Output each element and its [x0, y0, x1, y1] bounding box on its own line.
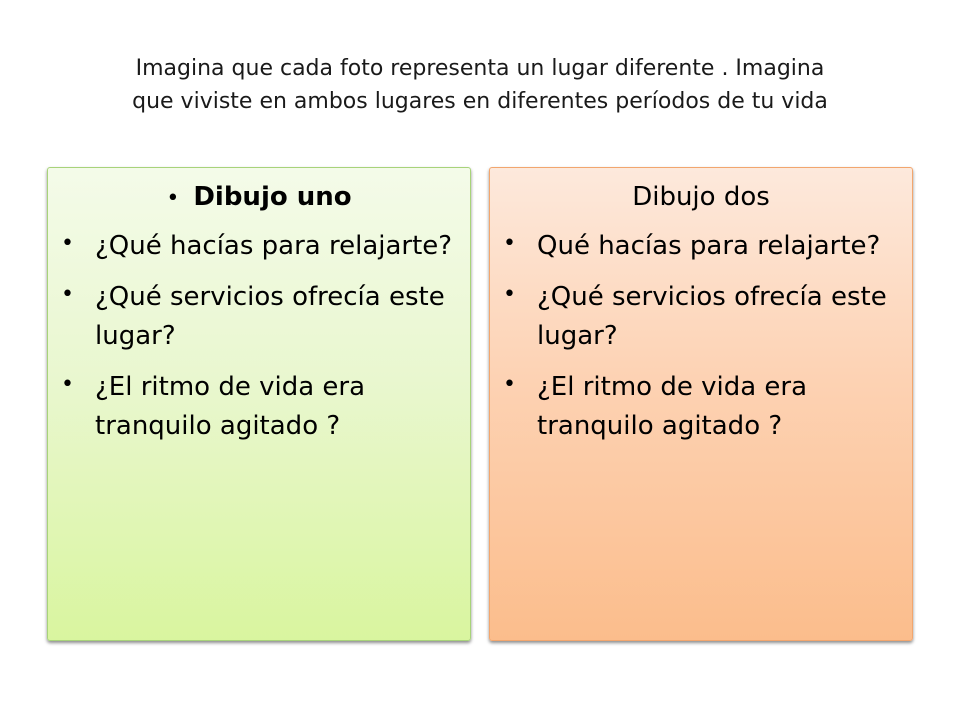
bullet-icon: •	[503, 372, 516, 397]
list-item	[61, 227, 470, 266]
box-dibujo-dos-heading: Dibujo dos	[632, 182, 770, 212]
box-dibujo-dos-list	[490, 227, 912, 446]
slide-title-line-2: que viviste en ambos lugares en diferentes períodos de tu vida	[132, 89, 828, 114]
box-dibujo-dos	[489, 167, 913, 641]
list-item-text: ¿Qué servicios ofrecía este lugar?	[537, 282, 887, 351]
bullet-icon: •	[61, 231, 74, 256]
box-dibujo-dos-content	[490, 178, 912, 458]
list-item	[503, 227, 912, 266]
box-dibujo-uno	[47, 167, 471, 641]
list-item	[503, 278, 912, 356]
bullet-icon: •	[166, 186, 180, 211]
bullet-icon: •	[61, 282, 74, 307]
list-item-text: ¿El ritmo de vida era tranquilo agitado ?	[95, 372, 366, 441]
slide-title-line-1: Imagina que cada foto representa un lugar diferente . Imagina	[135, 56, 825, 81]
list-item	[503, 368, 912, 446]
box-dibujo-uno-heading: Dibujo uno	[193, 182, 352, 212]
box-dibujo-uno-list	[48, 227, 470, 446]
list-item-text: ¿Qué hacías para relajarte?	[95, 231, 453, 261]
bullet-icon: •	[503, 231, 516, 256]
list-item	[61, 278, 470, 356]
box-dibujo-uno-content	[48, 178, 470, 458]
list-item-text: Qué hacías para relajarte?	[537, 231, 881, 261]
bullet-icon: •	[503, 282, 516, 307]
list-item	[61, 368, 470, 446]
list-item-text: ¿Qué servicios ofrecía este lugar?	[95, 282, 445, 351]
list-item-text: ¿El ritmo de vida era tranquilo agitado ?	[537, 372, 808, 441]
slide-title	[40, 52, 920, 118]
box-dibujo-dos-heading-row	[490, 178, 912, 217]
bullet-icon: •	[61, 372, 74, 397]
box-dibujo-uno-heading-row	[48, 178, 470, 217]
